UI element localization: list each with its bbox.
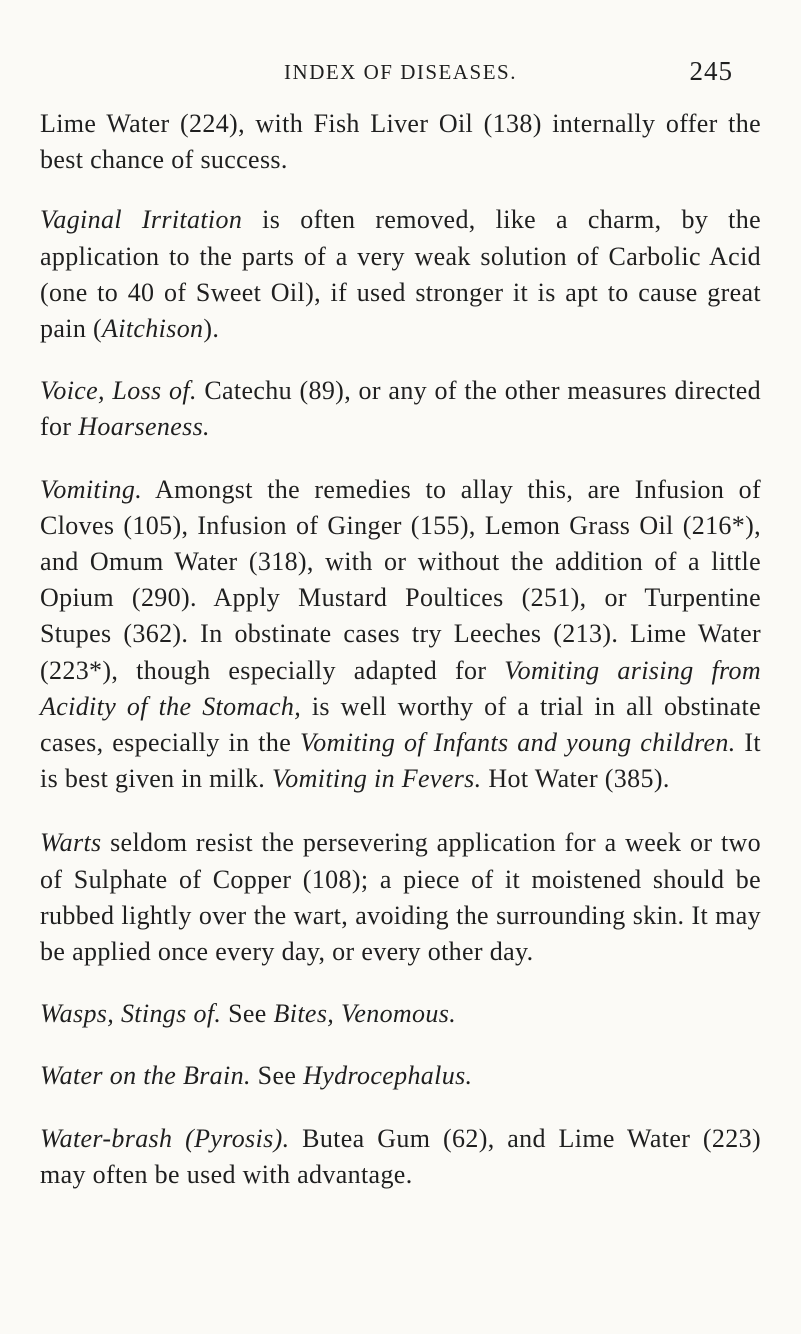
italic-text-run: Wasps, Stings of.: [40, 999, 222, 1029]
italic-text-run: Hydrocephalus.: [303, 1061, 473, 1091]
italic-text-run: Water-brash (Pyrosis).: [40, 1123, 290, 1153]
italic-text-run: Voice, Loss of.: [40, 376, 197, 406]
italic-text-run: Aitchison: [102, 314, 204, 344]
running-title: INDEX OF DISEASES.: [284, 60, 517, 84]
paragraph-vomiting: [40, 472, 761, 798]
body-text: [40, 106, 761, 1219]
text-run: Amongst the remedies to allay this, are Infusion of Cloves (105), Infusion of Ginger (155), Lemon Grass Oil (216*), and Omum Water (318), with or without the addition of a little Opium (290). Apply Mustard Poultices (251), or Turpentine Stupes (362). In obstinate cases try Leeches (213). Lime Water (223*), though especially adapted for: [40, 474, 761, 685]
text-run: See: [221, 999, 274, 1029]
running-header: [0, 56, 801, 90]
italic-text-run: Water on the Brain.: [40, 1061, 251, 1091]
text-run: Hot Water (385).: [481, 764, 670, 794]
paragraph-water-brash: [40, 1121, 761, 1193]
text-run: ).: [203, 314, 220, 344]
text-run: Butea Gum (62), and Lime Water (223) may often be used with advantage.: [40, 1123, 761, 1189]
italic-text-run: Bites, Venomous.: [273, 999, 457, 1029]
italic-text-run: Warts: [40, 828, 102, 858]
italic-text-run: Hoarseness.: [78, 412, 210, 442]
italic-text-run: Vomiting.: [40, 474, 143, 504]
italic-text-run: Vomiting arising from Acidity of the Stomach,: [40, 655, 762, 721]
paragraph-water-on-brain: [40, 1058, 761, 1094]
text-run: is often removed, like a charm, by the application to the parts of a very weak solution of Carbolic Acid (one to 40 of Sweet Oil), if used stronger it is apt to cause great pain (: [40, 205, 761, 344]
paragraph-warts: [40, 825, 761, 970]
text-run: Catechu (89), or any of the other measures directed for: [40, 376, 761, 442]
italic-text-run: Vomiting in Fevers.: [271, 764, 482, 794]
italic-text-run: Vomiting of Infants and young children.: [299, 728, 736, 758]
paragraph-voice-loss: [40, 373, 761, 445]
text-run: It is best given in milk.: [40, 728, 762, 794]
text-run: seldom resist the persevering application for a week or two of Sulphate of Copper (108); a piece of it moistened should be rubbed lightly over the wart, avoiding the surrounding skin. It may be applied once every day, or every other day.: [40, 828, 761, 967]
text-run: See: [250, 1061, 304, 1091]
italic-text-run: Vaginal Irritation: [40, 205, 243, 235]
paragraph-lime-water: [40, 106, 761, 178]
page-number: 245: [689, 56, 733, 86]
text-run: is well worthy of a trial in all obstinate cases, especially in the: [40, 691, 761, 758]
paragraph-wasps: [40, 996, 761, 1032]
text-run: Lime Water (224), with Fish Liver Oil (138) internally offer the best chance of success.: [40, 109, 761, 175]
paragraph-vaginal-irritation: [40, 202, 761, 347]
